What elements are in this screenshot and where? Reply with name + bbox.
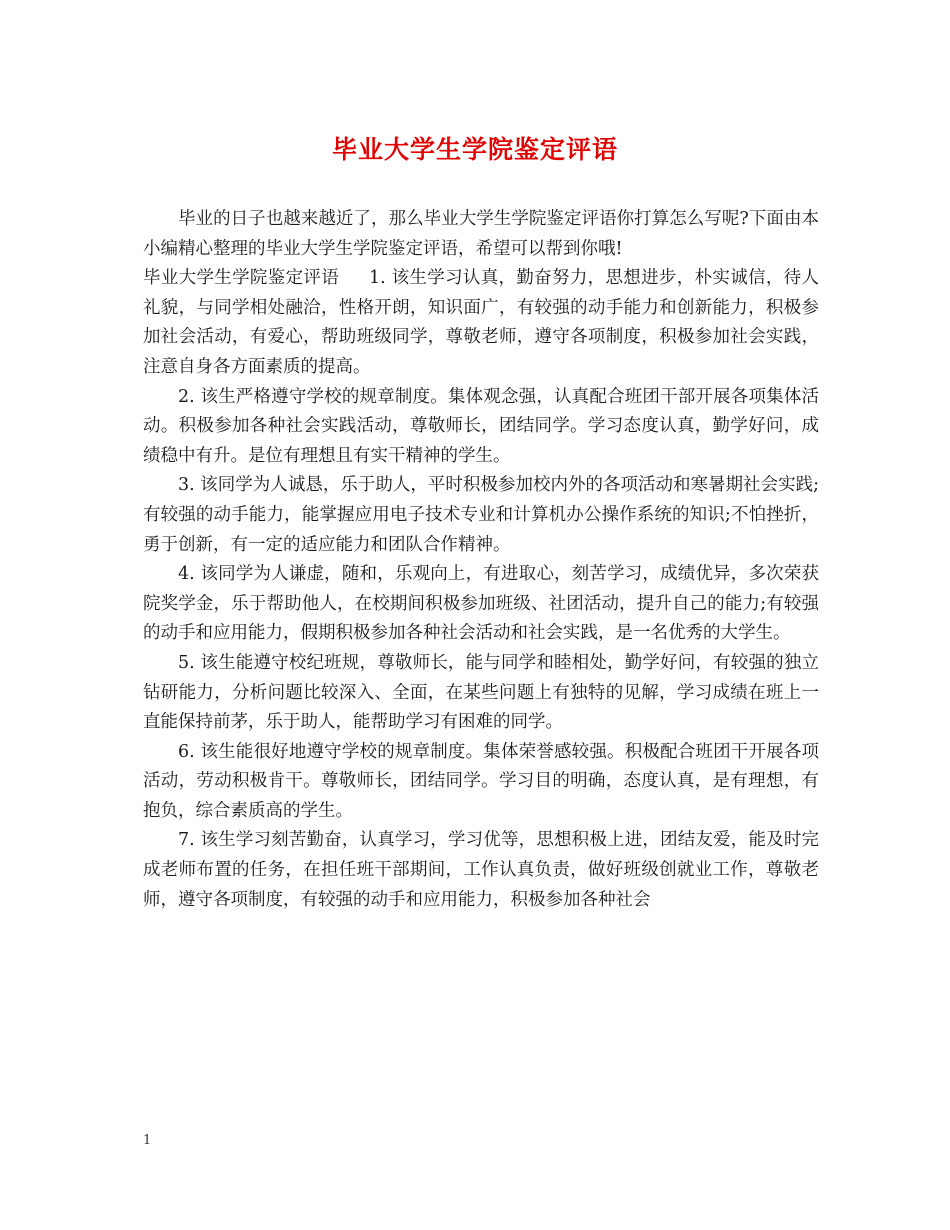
item-paragraph-3: 3. 该同学为人诚恳，乐于助人，平时积极参加校内外的各项活动和寒暑期社会实践;有较强的动手能力，能掌握应用电子技术专业和计算机办公操作系统的知识;不怕挫折，勇于创新，有一定的适应能力和团队合作精神。 <box>143 475 819 555</box>
page-title: 毕业大学生学院鉴定评语 <box>331 135 618 164</box>
item-paragraph-5: 5. 该生能遵守校纪班规，尊敬师长，能与同学和睦相处，勤学好问，有较强的独立钻研能力，分析问题比较深入、全面，在某些问题上有独特的见解，学习成绩在班上一直能保持前茅，乐于助人，能帮助学习有困难的同学。 <box>143 652 819 733</box>
item-paragraph-7: 7. 该生学习刻苦勤奋，认真学习，学习优等，思想积极上进，团结友爱，能及时完成老师布置的任务，在担任班干部期间，工作认真负责，做好班级创就业工作，尊敬老师，遵守各项制度，有较强的动手和应用能力，积极参加各种社会 <box>143 830 819 910</box>
document-body <box>143 205 819 915</box>
item-paragraph-6: 6. 该生能很好地遵守学校的规章制度。集体荣誉感较强。积极配合班团干开展各项活动，劳动积极肯干。尊敬师长，团结同学。学习目的明确，态度认真，是有理想，有抱负，综合素质高的学生。 <box>143 741 819 821</box>
item-paragraph-4: 4. 该同学为人谦虚，随和，乐观向上，有进取心，刻苦学习，成绩优异，多次荣获院奖学金，乐于帮助他人，在校期间积极参加班级、社团活动，提升自己的能力;有较强的动手和应用能力，假期积极参加各种社会活动和社会实践，是一名优秀的大学生。 <box>143 564 819 644</box>
page-number: 1 <box>143 1133 152 1148</box>
item-paragraph-1 <box>143 264 819 382</box>
intro-paragraph: 毕业的日子也越来越近了，那么毕业大学生学院鉴定评语你打算怎么写呢?下面由本小编精心整理的毕业大学生学院鉴定评语，希望可以帮到你哦! <box>143 209 819 259</box>
item-text-1: 1. 该生学习认真，勤奋努力，思想进步，朴实诚信，待人礼貌，与同学相处融洽，性格开朗，知识面广，有较强的动手能力和创新能力，积极参加社会活动，有爱心，帮助班级同学，尊敬老师，遵守各项制度，积极参加社会实践，注意自身各方面素质的提高。 <box>143 268 819 377</box>
item-paragraph-2: 2. 该生严格遵守学校的规章制度。集体观念强，认真配合班团干部开展各项集体活动。积极参加各种社会实践活动，尊敬师长，团结同学。学习态度认真，勤学好问，成绩稳中有升。是位有理想且有实干精神的学生。 <box>143 386 819 466</box>
section-heading: 毕业大学生学院鉴定评语 <box>143 268 340 289</box>
